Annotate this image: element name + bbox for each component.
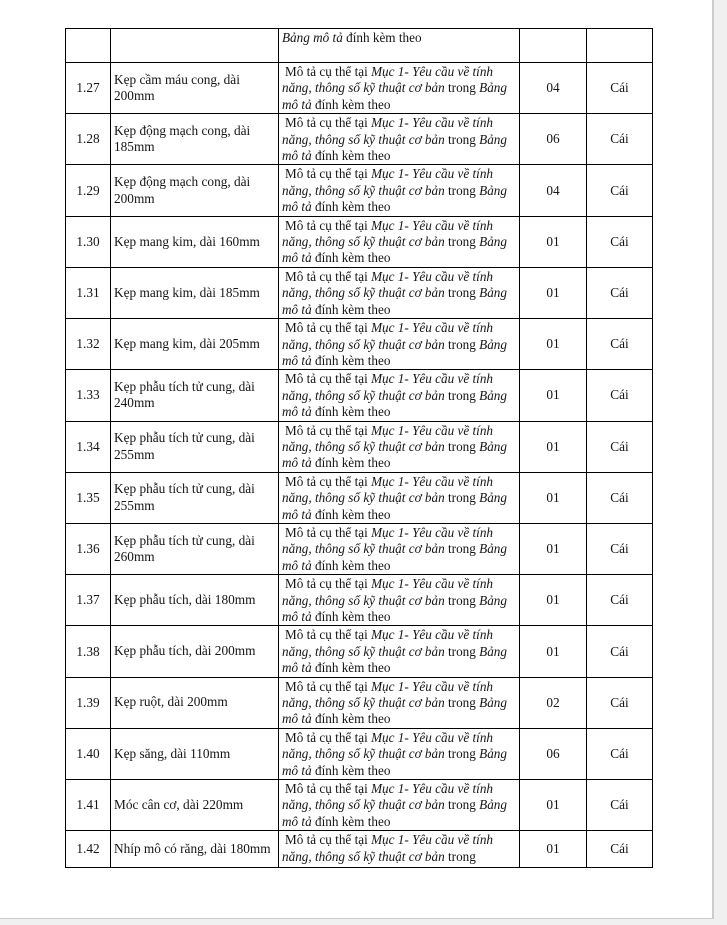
table-row bbox=[66, 472, 653, 523]
table-row bbox=[66, 165, 653, 216]
item-name: Kẹp phẫu tích tử cung, dài 255mm bbox=[111, 472, 279, 523]
item-unit: Cái bbox=[587, 319, 653, 370]
table-row bbox=[66, 831, 653, 868]
item-description bbox=[279, 267, 520, 318]
item-description-text: Mô tả cụ thể tại Mục 1- Yêu cầu về tính năng, thông số kỹ thuật cơ bản trong Bảng mô tả đính kèm theo bbox=[282, 422, 507, 471]
item-name: Kẹp ruột, dài 200mm bbox=[111, 677, 279, 728]
item-number: 1.36 bbox=[66, 523, 111, 574]
item-description bbox=[279, 165, 520, 216]
item-name: Kẹp mang kim, dài 185mm bbox=[111, 267, 279, 318]
item-description bbox=[279, 728, 520, 779]
table-row bbox=[66, 523, 653, 574]
item-number: 1.32 bbox=[66, 319, 111, 370]
item-number bbox=[66, 29, 111, 63]
table-row bbox=[66, 114, 653, 165]
item-name: Nhíp mô có răng, dài 180mm bbox=[111, 831, 279, 868]
item-name: Kẹp săng, dài 110mm bbox=[111, 728, 279, 779]
item-name: Kẹp động mạch cong, dài 200mm bbox=[111, 165, 279, 216]
item-unit bbox=[587, 29, 653, 63]
item-description-text: Bảng mô tả đính kèm theo bbox=[282, 30, 422, 45]
item-description bbox=[279, 472, 520, 523]
item-quantity: 01 bbox=[520, 370, 587, 421]
item-quantity: 01 bbox=[520, 523, 587, 574]
item-description bbox=[279, 63, 520, 114]
item-name: Kẹp phẫu tích tử cung, dài 240mm bbox=[111, 370, 279, 421]
item-description-text: Mô tả cụ thể tại Mục 1- Yêu cầu về tính năng, thông số kỹ thuật cơ bản trong Bảng mô tả đính kèm theo bbox=[282, 115, 507, 164]
item-unit: Cái bbox=[587, 370, 653, 421]
item-unit: Cái bbox=[587, 728, 653, 779]
item-quantity: 01 bbox=[520, 780, 587, 831]
item-quantity: 01 bbox=[520, 267, 587, 318]
item-description bbox=[279, 114, 520, 165]
item-quantity: 01 bbox=[520, 626, 587, 677]
item-description-text: Mô tả cụ thể tại Mục 1- Yêu cầu về tính năng, thông số kỹ thuật cơ bản trong Bảng mô tả đính kèm theo bbox=[282, 729, 507, 778]
item-unit: Cái bbox=[587, 216, 653, 267]
item-description bbox=[279, 29, 520, 63]
item-unit: Cái bbox=[587, 63, 653, 114]
table-row bbox=[66, 267, 653, 318]
table-row bbox=[66, 677, 653, 728]
item-quantity: 01 bbox=[520, 472, 587, 523]
item-name: Kẹp mang kim, dài 160mm bbox=[111, 216, 279, 267]
item-unit: Cái bbox=[587, 472, 653, 523]
table-row bbox=[66, 421, 653, 472]
item-description bbox=[279, 523, 520, 574]
item-description-text: Mô tả cụ thể tại Mục 1- Yêu cầu về tính năng, thông số kỹ thuật cơ bản trong bbox=[282, 832, 494, 864]
item-description bbox=[279, 831, 520, 868]
table-row bbox=[66, 575, 653, 626]
item-quantity: 06 bbox=[520, 728, 587, 779]
item-name bbox=[111, 29, 279, 63]
item-name: Kẹp phẫu tích tử cung, dài 260mm bbox=[111, 523, 279, 574]
item-description-text: Mô tả cụ thể tại Mục 1- Yêu cầu về tính năng, thông số kỹ thuật cơ bản trong Bảng mô tả đính kèm theo bbox=[282, 678, 507, 727]
item-description bbox=[279, 319, 520, 370]
table-row bbox=[66, 63, 653, 114]
item-description-text: Mô tả cụ thể tại Mục 1- Yêu cầu về tính năng, thông số kỹ thuật cơ bản trong Bảng mô tả đính kèm theo bbox=[282, 627, 507, 676]
item-quantity: 02 bbox=[520, 677, 587, 728]
item-description bbox=[279, 370, 520, 421]
item-unit: Cái bbox=[587, 831, 653, 868]
item-description-text: Mô tả cụ thể tại Mục 1- Yêu cầu về tính năng, thông số kỹ thuật cơ bản trong Bảng mô tả đính kèm theo bbox=[282, 524, 507, 573]
item-description bbox=[279, 575, 520, 626]
item-description-text: Mô tả cụ thể tại Mục 1- Yêu cầu về tính năng, thông số kỹ thuật cơ bản trong Bảng mô tả đính kèm theo bbox=[282, 371, 507, 420]
item-name: Kẹp cầm máu cong, dài 200mm bbox=[111, 63, 279, 114]
table-row bbox=[66, 29, 653, 63]
item-quantity: 01 bbox=[520, 575, 587, 626]
item-description bbox=[279, 421, 520, 472]
item-description-text: Mô tả cụ thể tại Mục 1- Yêu cầu về tính năng, thông số kỹ thuật cơ bản trong Bảng mô tả đính kèm theo bbox=[282, 166, 507, 215]
item-quantity: 04 bbox=[520, 165, 587, 216]
item-unit: Cái bbox=[587, 114, 653, 165]
table-row bbox=[66, 216, 653, 267]
table-row bbox=[66, 319, 653, 370]
table-row bbox=[66, 370, 653, 421]
item-quantity: 04 bbox=[520, 63, 587, 114]
item-quantity bbox=[520, 29, 587, 63]
item-unit: Cái bbox=[587, 267, 653, 318]
item-unit: Cái bbox=[587, 626, 653, 677]
item-number: 1.27 bbox=[66, 63, 111, 114]
item-description-text: Mô tả cụ thể tại Mục 1- Yêu cầu về tính năng, thông số kỹ thuật cơ bản trong Bảng mô tả đính kèm theo bbox=[282, 473, 507, 522]
item-name: Kẹp động mạch cong, dài 185mm bbox=[111, 114, 279, 165]
item-description-text: Mô tả cụ thể tại Mục 1- Yêu cầu về tính năng, thông số kỹ thuật cơ bản trong Bảng mô tả đính kèm theo bbox=[282, 320, 507, 368]
item-unit: Cái bbox=[587, 523, 653, 574]
items-table-body bbox=[66, 29, 653, 868]
item-number: 1.34 bbox=[66, 421, 111, 472]
item-number: 1.41 bbox=[66, 780, 111, 831]
item-unit: Cái bbox=[587, 421, 653, 472]
item-description bbox=[279, 677, 520, 728]
item-name: Móc cân cơ, dài 220mm bbox=[111, 780, 279, 831]
equipment-items-table bbox=[65, 28, 653, 868]
item-number: 1.42 bbox=[66, 831, 111, 868]
item-description-text: Mô tả cụ thể tại Mục 1- Yêu cầu về tính năng, thông số kỹ thuật cơ bản trong Bảng mô tả đính kèm theo bbox=[282, 576, 507, 624]
item-name: Kẹp phẫu tích, dài 200mm bbox=[111, 626, 279, 677]
item-description-text: Mô tả cụ thể tại Mục 1- Yêu cầu về tính năng, thông số kỹ thuật cơ bản trong Bảng mô tả đính kèm theo bbox=[282, 64, 507, 112]
item-quantity: 01 bbox=[520, 421, 587, 472]
item-description bbox=[279, 780, 520, 831]
item-unit: Cái bbox=[587, 165, 653, 216]
item-number: 1.29 bbox=[66, 165, 111, 216]
table-row bbox=[66, 728, 653, 779]
item-quantity: 01 bbox=[520, 216, 587, 267]
table-row bbox=[66, 626, 653, 677]
item-name: Kẹp phẫu tích, dài 180mm bbox=[111, 575, 279, 626]
item-name: Kẹp phẫu tích tử cung, dài 255mm bbox=[111, 421, 279, 472]
item-description-text: Mô tả cụ thể tại Mục 1- Yêu cầu về tính năng, thông số kỹ thuật cơ bản trong Bảng mô tả đính kèm theo bbox=[282, 217, 507, 266]
table-row bbox=[66, 780, 653, 831]
item-description bbox=[279, 626, 520, 677]
item-number: 1.33 bbox=[66, 370, 111, 421]
item-number: 1.39 bbox=[66, 677, 111, 728]
item-description bbox=[279, 216, 520, 267]
item-quantity: 01 bbox=[520, 831, 587, 868]
item-number: 1.31 bbox=[66, 267, 111, 318]
item-quantity: 01 bbox=[520, 319, 587, 370]
item-unit: Cái bbox=[587, 575, 653, 626]
item-number: 1.35 bbox=[66, 472, 111, 523]
item-number: 1.30 bbox=[66, 216, 111, 267]
item-description-text: Mô tả cụ thể tại Mục 1- Yêu cầu về tính năng, thông số kỹ thuật cơ bản trong Bảng mô tả đính kèm theo bbox=[282, 781, 507, 829]
item-number: 1.38 bbox=[66, 626, 111, 677]
item-name: Kẹp mang kim, dài 205mm bbox=[111, 319, 279, 370]
item-number: 1.40 bbox=[66, 728, 111, 779]
item-number: 1.28 bbox=[66, 114, 111, 165]
item-number: 1.37 bbox=[66, 575, 111, 626]
item-unit: Cái bbox=[587, 780, 653, 831]
item-unit: Cái bbox=[587, 677, 653, 728]
item-description-text: Mô tả cụ thể tại Mục 1- Yêu cầu về tính năng, thông số kỹ thuật cơ bản trong Bảng mô tả đính kèm theo bbox=[282, 268, 507, 317]
item-quantity: 06 bbox=[520, 114, 587, 165]
